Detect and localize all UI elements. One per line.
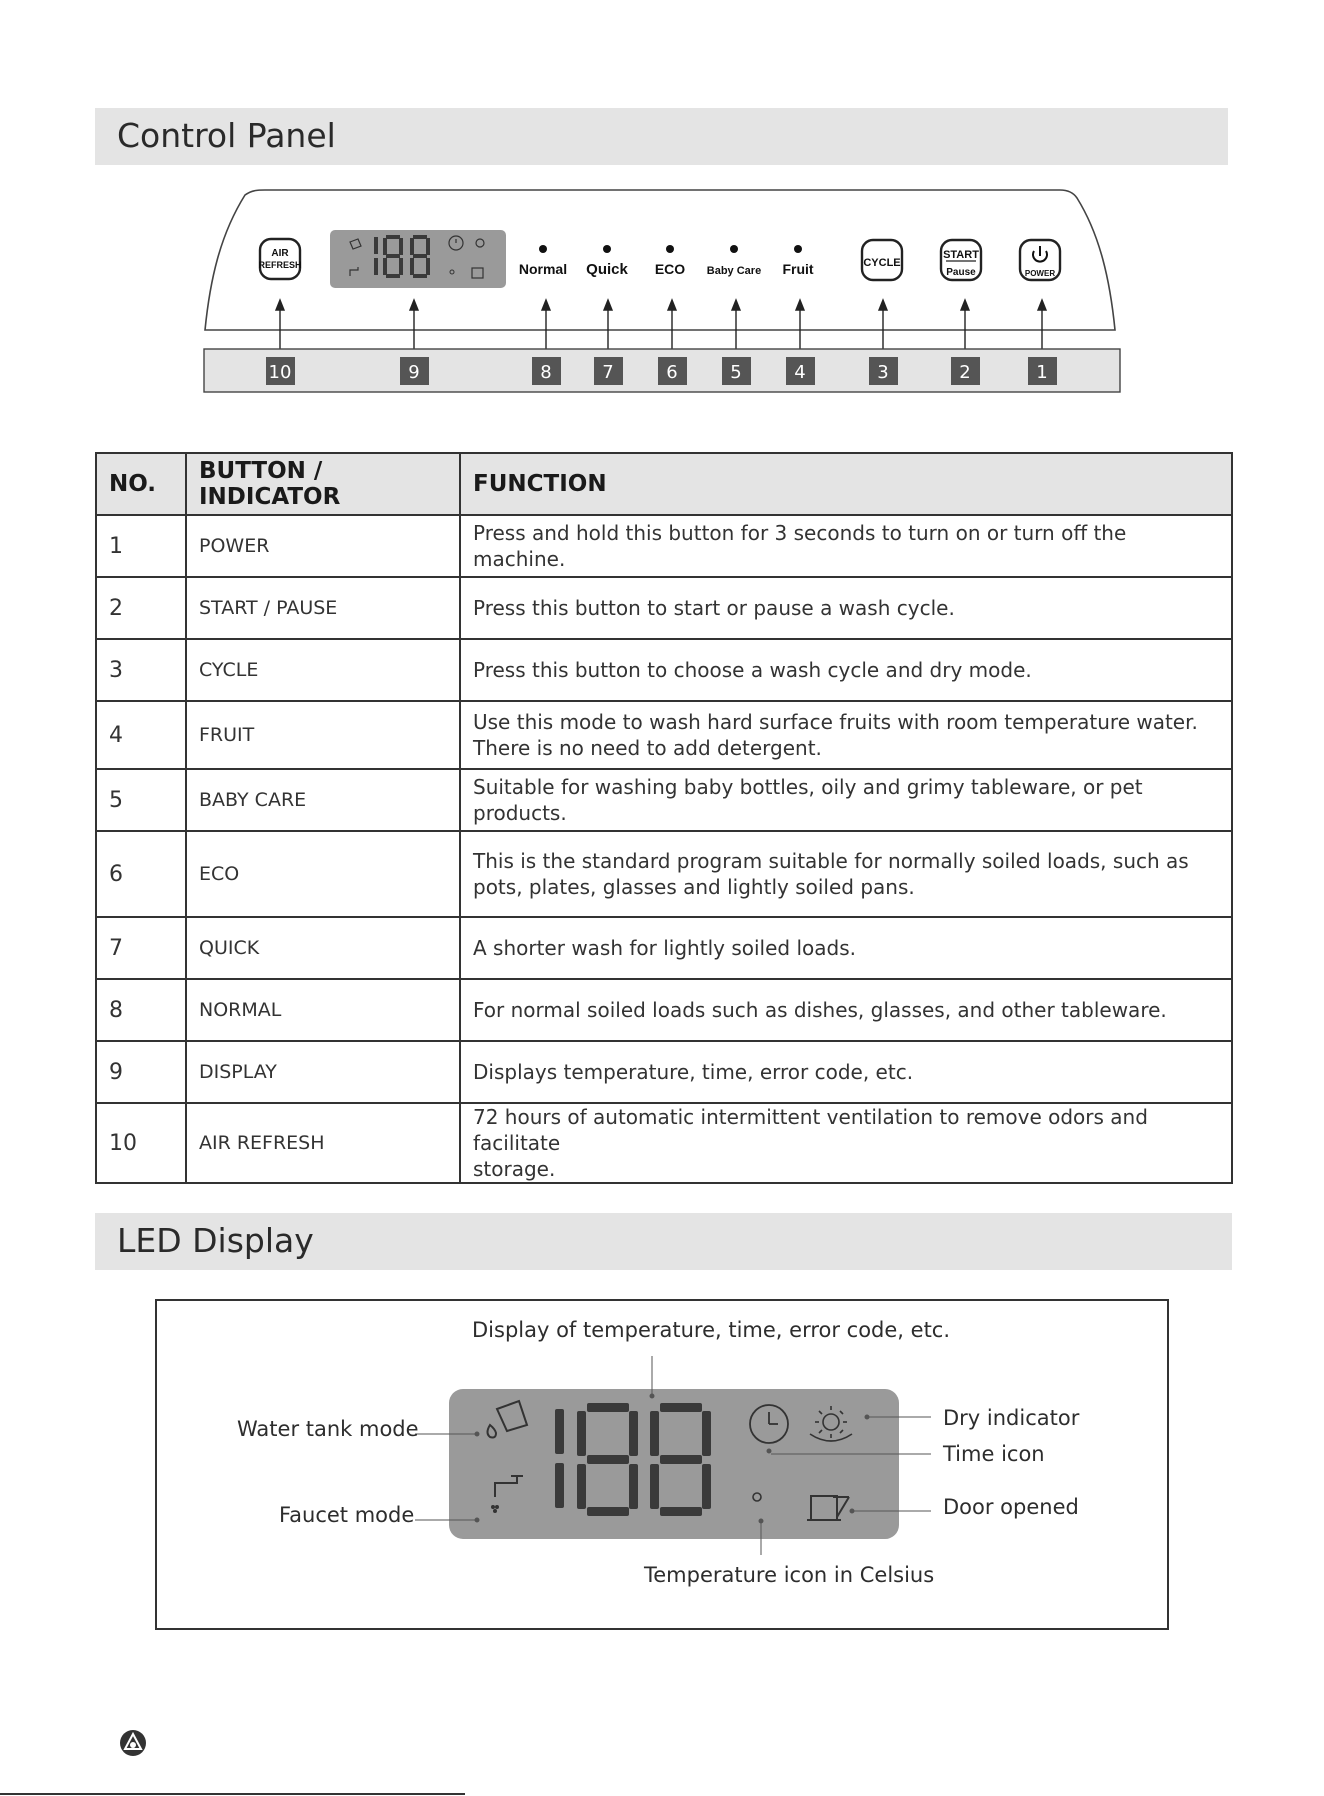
time-icon-label: Time icon: [943, 1442, 1045, 1466]
water-tank-mode-label: Water tank mode: [237, 1417, 419, 1441]
cell-button-name: START / PAUSE: [186, 577, 460, 639]
cell-no: 8: [96, 979, 186, 1041]
mode-fruit-label: Fruit: [782, 261, 814, 277]
cell-no: 10: [96, 1103, 186, 1183]
header-function: FUNCTION: [460, 453, 1232, 515]
cell-function-text: Displays temperature, time, error code, etc.: [460, 1041, 1232, 1103]
table-row: [96, 1103, 1232, 1183]
table-row: [96, 1041, 1232, 1103]
led-display-diagram: [155, 1299, 1169, 1630]
table-row: [96, 917, 1232, 979]
cell-no: 4: [96, 701, 186, 769]
callout-4: [786, 357, 815, 385]
svg-text:8: 8: [540, 362, 552, 383]
start-label: START: [943, 249, 979, 261]
brand-logo-icon: [119, 1729, 147, 1757]
cell-function-text: Press this button to start or pause a wash cycle.: [460, 577, 1232, 639]
svg-text:1: 1: [1036, 362, 1048, 383]
led-display-header: [95, 1213, 1232, 1270]
function-table: [95, 452, 1233, 1184]
svg-text:7: 7: [602, 362, 614, 383]
svg-text:5: 5: [730, 362, 742, 383]
cell-no: 2: [96, 577, 186, 639]
svg-text:3: 3: [877, 362, 889, 383]
mode-eco-label: ECO: [654, 261, 686, 277]
svg-text:2: 2: [959, 362, 971, 383]
cycle-button[interactable]: [862, 240, 902, 280]
panel-display: [330, 230, 506, 288]
cell-function-text: A shorter wash for lightly soiled loads.: [460, 917, 1232, 979]
cell-function-text: Use this mode to wash hard surface fruits with room temperature water. There is no need to add detergent.: [460, 701, 1232, 769]
table-row: [96, 639, 1232, 701]
table-row: [96, 831, 1232, 917]
air-refresh-button[interactable]: [258, 239, 301, 279]
cell-button-name: NORMAL: [186, 979, 460, 1041]
cell-no: 7: [96, 917, 186, 979]
cell-button-name: POWER: [186, 515, 460, 577]
table-row: [96, 577, 1232, 639]
svg-text:10: 10: [268, 362, 292, 383]
cell-function-text: This is the standard program suitable for normally soiled loads, such as pots, plates, glasses and lightly soiled pans.: [460, 831, 1232, 917]
callout-5: [722, 357, 751, 385]
cell-function-text: 72 hours of automatic intermittent ventilation to remove odors and facilitate storage.: [460, 1103, 1232, 1183]
power-button[interactable]: [1020, 240, 1060, 280]
callout-7: [594, 357, 623, 385]
callout-9: [400, 357, 429, 385]
cell-no: 3: [96, 639, 186, 701]
led-display-title: LED Display: [117, 1221, 314, 1260]
mode-baby-care-label: Baby Care: [706, 265, 762, 277]
table-header-row: [96, 453, 1232, 515]
header-no: NO.: [96, 453, 186, 515]
cell-no: 6: [96, 831, 186, 917]
cell-button-name: FRUIT: [186, 701, 460, 769]
table-row: [96, 515, 1232, 577]
door-opened-label: Door opened: [943, 1495, 1079, 1519]
start-pause-button[interactable]: [941, 240, 981, 280]
header-button: BUTTON / INDICATOR: [186, 453, 460, 515]
faucet-mode-label: Faucet mode: [279, 1503, 415, 1527]
table-row: [96, 769, 1232, 831]
callout-3: [869, 357, 898, 385]
cell-function-text: Press and hold this button for 3 seconds to turn on or turn off the machine.: [460, 515, 1232, 577]
callout-6: [658, 357, 687, 385]
svg-text:4: 4: [794, 362, 806, 383]
svg-text:9: 9: [408, 362, 420, 383]
pause-label: Pause: [946, 267, 976, 278]
control-panel-diagram: [0, 0, 1324, 420]
footer-rule: [0, 1793, 465, 1795]
table-row: [96, 979, 1232, 1041]
cycle-label: CYCLE: [863, 257, 901, 269]
cell-no: 5: [96, 769, 186, 831]
display-caption: Display of temperature, time, error code, etc.: [472, 1318, 951, 1342]
mode-quick-label: Quick: [586, 261, 628, 278]
dry-indicator-label: Dry indicator: [943, 1406, 1080, 1430]
cell-function-text: Press this button to choose a wash cycle and dry mode.: [460, 639, 1232, 701]
cell-no: 1: [96, 515, 186, 577]
callout-2: [951, 357, 980, 385]
cell-button-name: AIR REFRESH: [186, 1103, 460, 1183]
cell-function-text: Suitable for washing baby bottles, oily and grimy tableware, or pet products.: [460, 769, 1232, 831]
callout-8: [532, 357, 561, 385]
cell-function-text: For normal soiled loads such as dishes, glasses, and other tableware.: [460, 979, 1232, 1041]
cell-button-name: BABY CARE: [186, 769, 460, 831]
power-label: POWER: [1024, 269, 1056, 278]
temperature-icon-label: Temperature icon in Celsius: [644, 1563, 935, 1587]
air-refresh-label-2: REFRESH: [258, 260, 302, 270]
svg-text:6: 6: [666, 362, 678, 383]
mode-normal-label: Normal: [518, 261, 568, 277]
air-refresh-label-1: AIR: [271, 248, 289, 259]
cell-button-name: CYCLE: [186, 639, 460, 701]
cell-no: 9: [96, 1041, 186, 1103]
cell-button-name: ECO: [186, 831, 460, 917]
callout-10: [266, 357, 295, 385]
table-row: [96, 701, 1232, 769]
cell-button-name: DISPLAY: [186, 1041, 460, 1103]
callout-1: [1028, 357, 1057, 385]
cell-button-name: QUICK: [186, 917, 460, 979]
control-panel-title: Control Panel: [117, 116, 336, 155]
